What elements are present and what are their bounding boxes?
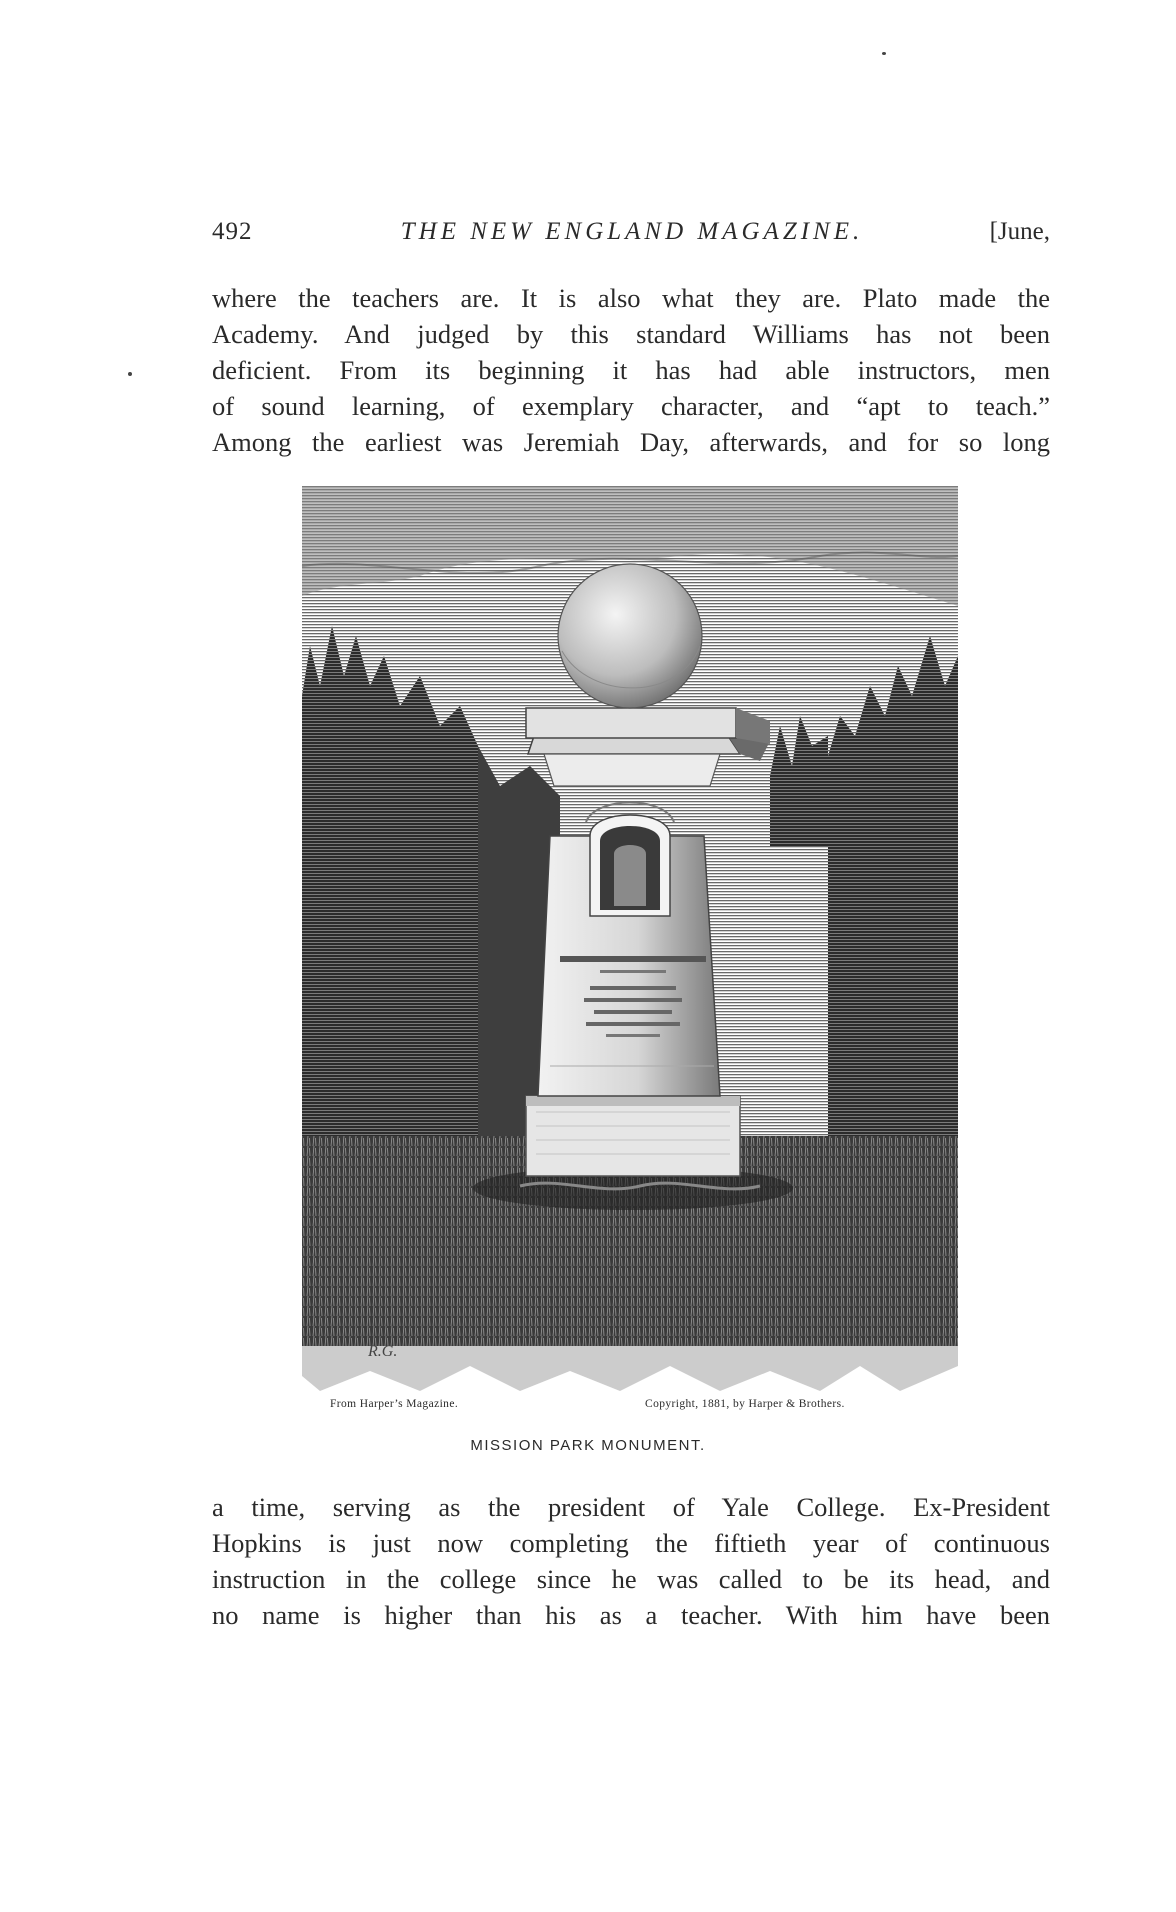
text-line: instruction in the college since he was called to be its head, and xyxy=(212,1564,1050,1594)
text-line: where the teachers are. It is also what they are. Plato made the xyxy=(212,283,1050,313)
text-line: of sound learning, of exemplary character, and “apt to teach.” xyxy=(212,391,1050,421)
figure-credit-copyright: Copyright, 1881, by Harper & Brothers. xyxy=(645,1398,845,1410)
running-title: THE NEW ENGLAND MAGAZINE. xyxy=(400,218,864,245)
figure-caption: MISSION PARK MONUMENT. xyxy=(470,1437,706,1454)
paragraph-bottom xyxy=(212,1489,1050,1633)
paragraph-top xyxy=(212,280,1050,460)
monument-engraving xyxy=(300,486,960,1391)
running-header xyxy=(212,218,1050,258)
print-speck xyxy=(882,52,886,55)
text-line: Academy. And judged by this standard Williams has not been xyxy=(212,319,1050,349)
text-line: Hopkins is just now completing the fiftieth year of continuous xyxy=(212,1528,1050,1558)
running-month: [June, xyxy=(989,218,1050,245)
figure-credit-source: From Harper’s Magazine. xyxy=(330,1398,459,1410)
text-line: deficient. From its beginning it has had able instructors, men xyxy=(212,355,1050,385)
svg-text:R.G.: R.G. xyxy=(368,1343,398,1360)
print-speck xyxy=(128,372,132,376)
page-number: 492 xyxy=(212,218,253,245)
text-line: no name is higher than his as a teacher. With him have been xyxy=(212,1600,1050,1630)
text-line: Among the earliest was Jeremiah Day, afterwards, and for so long xyxy=(212,427,1050,457)
text-line: a time, serving as the president of Yale College. Ex-President xyxy=(212,1492,1050,1522)
